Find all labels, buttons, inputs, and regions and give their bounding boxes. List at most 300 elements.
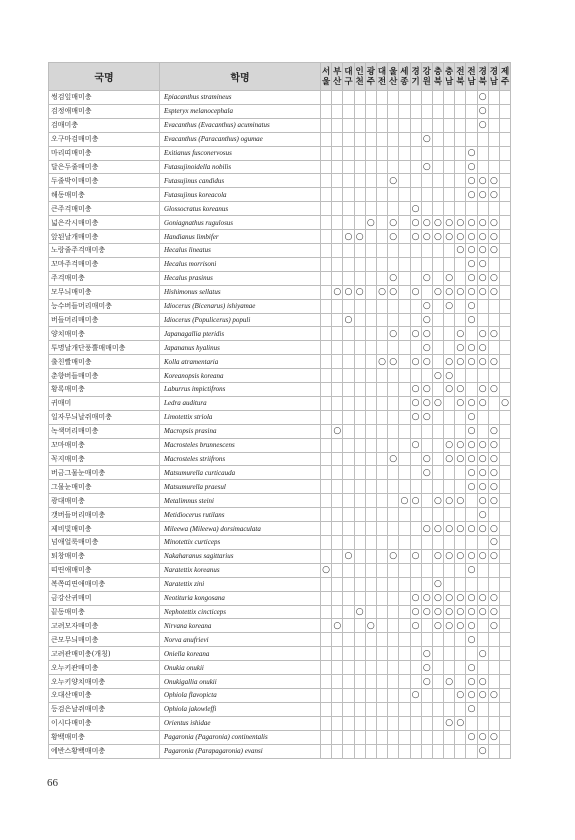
presence-marker: ○ [422, 467, 431, 478]
header-region-char: 울 [389, 66, 398, 77]
empty-cell [354, 549, 365, 563]
empty-cell [466, 132, 477, 146]
empty-cell [488, 647, 499, 661]
scientific-name-cell: Ophiola jakowleffi [160, 702, 321, 716]
empty-cell [410, 257, 421, 271]
empty-cell [321, 341, 332, 355]
empty-cell [410, 716, 421, 730]
empty-cell [500, 619, 511, 633]
presence-marker: ○ [422, 454, 431, 465]
empty-cell [399, 424, 410, 438]
empty-cell [343, 202, 354, 216]
presence-marker: ○ [467, 175, 476, 186]
empty-cell [388, 132, 399, 146]
empty-cell [432, 174, 443, 188]
empty-cell [421, 104, 432, 118]
empty-cell [388, 299, 399, 313]
empty-cell [500, 633, 511, 647]
empty-cell [399, 188, 410, 202]
presence-marker: ○ [445, 231, 454, 242]
empty-cell [332, 675, 343, 689]
empty-cell [365, 132, 376, 146]
empty-cell [432, 438, 443, 452]
header-region [399, 63, 410, 91]
presence-marker: ○ [434, 231, 442, 242]
presence-marker: ○ [422, 606, 431, 617]
empty-cell [388, 146, 399, 160]
empty-cell [410, 452, 421, 466]
empty-cell [399, 132, 410, 146]
table-row [49, 383, 511, 397]
empty-cell [410, 466, 421, 480]
scientific-name-cell: Limotettix striola [160, 410, 321, 424]
empty-cell [399, 577, 410, 591]
empty-cell [365, 369, 376, 383]
empty-cell [466, 508, 477, 522]
empty-cell [432, 188, 443, 202]
empty-cell [321, 327, 332, 341]
empty-cell [354, 327, 365, 341]
empty-cell [455, 702, 466, 716]
presence-marker: ○ [411, 217, 420, 228]
empty-cell [399, 202, 410, 216]
empty-cell [421, 438, 432, 452]
empty-cell [399, 688, 410, 702]
table-row [49, 633, 511, 647]
presence-marker: ○ [467, 732, 476, 743]
scientific-name-cell: Pagaronia (Pagaronia) continentalis [160, 730, 321, 744]
empty-cell [321, 591, 332, 605]
empty-cell [321, 146, 332, 160]
presence-marker: ○ [478, 245, 487, 256]
empty-cell [500, 675, 511, 689]
empty-cell [410, 661, 421, 675]
presence-marker: ○ [434, 551, 442, 562]
presence-marker: ○ [467, 634, 476, 645]
empty-cell [399, 522, 410, 536]
header-region [488, 63, 499, 91]
scientific-name-cell: Evacanthus (Evacanthus) acuminatus [160, 118, 321, 132]
empty-cell [343, 577, 354, 591]
empty-cell [410, 243, 421, 257]
empty-cell [500, 466, 511, 480]
scientific-name-cell: Hecalus morrisoni [160, 257, 321, 271]
presence-marker: ○ [478, 495, 487, 506]
empty-cell [376, 174, 387, 188]
presence-marker: ○ [467, 259, 476, 270]
empty-cell [354, 563, 365, 577]
presence-marker: ○ [478, 732, 487, 743]
empty-cell [376, 188, 387, 202]
empty-cell [500, 661, 511, 675]
empty-cell [444, 188, 455, 202]
empty-cell [488, 160, 499, 174]
korean-name-cell: 앞된날개매미충 [49, 230, 160, 244]
presence-marker: ○ [445, 440, 454, 451]
empty-cell [477, 661, 488, 675]
presence-marker: ○ [456, 287, 465, 298]
empty-cell [500, 202, 511, 216]
empty-cell [388, 118, 399, 132]
empty-cell [321, 410, 332, 424]
presence-marker: ○ [411, 231, 420, 242]
empty-cell [376, 299, 387, 313]
empty-cell [332, 132, 343, 146]
korean-name-cell: 두줄박이매미충 [49, 174, 160, 188]
table-row [49, 243, 511, 257]
empty-cell [354, 675, 365, 689]
empty-cell [399, 410, 410, 424]
presence-marker: ○ [489, 454, 498, 465]
empty-cell [376, 424, 387, 438]
empty-cell [410, 577, 421, 591]
empty-cell [399, 702, 410, 716]
presence-marker: ○ [422, 662, 431, 673]
presence-marker: ○ [366, 620, 375, 631]
presence-marker: ○ [478, 175, 487, 186]
scientific-name-cell: Futasujinus koreacola [160, 188, 321, 202]
presence-marker: ○ [389, 287, 398, 298]
empty-cell [354, 160, 365, 174]
empty-cell [354, 522, 365, 536]
empty-cell [455, 299, 466, 313]
table-row [49, 216, 511, 230]
presence-marker: ○ [445, 495, 454, 506]
empty-cell [365, 271, 376, 285]
table-row [49, 146, 511, 160]
korean-name-cell: 큰주걱매미충 [49, 202, 160, 216]
empty-cell [444, 160, 455, 174]
presence-marker: ○ [445, 523, 454, 534]
table-row [49, 744, 511, 758]
presence-marker: ○ [478, 120, 487, 131]
presence-marker: ○ [467, 342, 476, 353]
empty-cell [500, 688, 511, 702]
empty-cell [455, 577, 466, 591]
presence-marker: ○ [456, 342, 465, 353]
empty-cell [321, 174, 332, 188]
empty-cell [399, 549, 410, 563]
empty-cell [477, 633, 488, 647]
empty-cell [321, 480, 332, 494]
empty-cell [432, 675, 443, 689]
empty-cell [444, 341, 455, 355]
scientific-name-cell: Futasujinus candidus [160, 174, 321, 188]
presence-marker: ○ [411, 328, 420, 339]
header-region-char: 남 [467, 76, 476, 87]
korean-name-cell: 오대산매미충 [49, 688, 160, 702]
scientific-name-cell: Hecalus lineatus [160, 243, 321, 257]
empty-cell [321, 744, 332, 758]
table-row [49, 396, 511, 410]
empty-cell [500, 744, 511, 758]
empty-cell [466, 369, 477, 383]
empty-cell [343, 619, 354, 633]
empty-cell [500, 730, 511, 744]
empty-cell [343, 327, 354, 341]
empty-cell [399, 661, 410, 675]
empty-cell [388, 577, 399, 591]
presence-marker: ○ [467, 273, 476, 284]
empty-cell [343, 536, 354, 550]
empty-cell [466, 91, 477, 105]
empty-cell [332, 202, 343, 216]
scientific-name-cell: Espteryx melanocephala [160, 104, 321, 118]
empty-cell [354, 174, 365, 188]
empty-cell [354, 619, 365, 633]
header-region-char: 경 [489, 66, 499, 77]
empty-cell [399, 118, 410, 132]
presence-marker: ○ [366, 217, 375, 228]
empty-cell [488, 661, 499, 675]
header-region-char: 인 [355, 66, 364, 77]
empty-cell [410, 563, 421, 577]
empty-cell [410, 480, 421, 494]
korean-name-cell: 버금그물눈매미충 [49, 466, 160, 480]
empty-cell [354, 410, 365, 424]
empty-cell [376, 452, 387, 466]
presence-marker: ○ [456, 551, 465, 562]
empty-cell [500, 591, 511, 605]
empty-cell [488, 675, 499, 689]
empty-cell [500, 327, 511, 341]
presence-marker: ○ [411, 495, 420, 506]
header-region-char: 산 [389, 76, 398, 87]
empty-cell [466, 716, 477, 730]
empty-cell [421, 633, 432, 647]
korean-name-cell: 달은두줄매미충 [49, 160, 160, 174]
empty-cell [488, 299, 499, 313]
empty-cell [488, 104, 499, 118]
presence-marker: ○ [456, 384, 465, 395]
table-header [49, 63, 511, 91]
empty-cell [410, 647, 421, 661]
presence-marker: ○ [422, 314, 431, 325]
table-row [49, 355, 511, 369]
korean-name-cell: 끝동매미충 [49, 605, 160, 619]
empty-cell [376, 243, 387, 257]
empty-cell [321, 661, 332, 675]
empty-cell [354, 480, 365, 494]
empty-cell [444, 257, 455, 271]
empty-cell [343, 91, 354, 105]
presence-marker: ○ [489, 189, 498, 200]
empty-cell [321, 313, 332, 327]
empty-cell [432, 299, 443, 313]
presence-marker: ○ [344, 314, 353, 325]
presence-marker: ○ [467, 356, 476, 367]
presence-marker: ○ [478, 606, 487, 617]
empty-cell [332, 410, 343, 424]
empty-cell [421, 480, 432, 494]
presence-marker: ○ [456, 495, 465, 506]
empty-cell [388, 647, 399, 661]
korean-name-cell: 제비빛매미충 [49, 522, 160, 536]
empty-cell [376, 619, 387, 633]
presence-marker: ○ [489, 328, 498, 339]
table-row [49, 549, 511, 563]
empty-cell [444, 313, 455, 327]
presence-marker: ○ [411, 203, 420, 214]
presence-marker: ○ [456, 231, 465, 242]
empty-cell [388, 619, 399, 633]
korean-name-cell: 넘애얼룩매미충 [49, 536, 160, 550]
empty-cell [399, 591, 410, 605]
empty-cell [321, 452, 332, 466]
empty-cell [332, 91, 343, 105]
header-region-char: 울 [321, 76, 331, 87]
empty-cell [321, 577, 332, 591]
empty-cell [332, 243, 343, 257]
empty-cell [444, 661, 455, 675]
empty-cell [500, 480, 511, 494]
empty-cell [444, 146, 455, 160]
empty-cell [332, 341, 343, 355]
presence-marker: ○ [411, 356, 420, 367]
empty-cell [410, 369, 421, 383]
scientific-name-cell: Idiocerus (Bicenarus) ishiyamae [160, 299, 321, 313]
presence-marker: ○ [478, 342, 487, 353]
presence-marker: ○ [434, 620, 442, 631]
presence-marker: ○ [389, 175, 398, 186]
empty-cell [332, 591, 343, 605]
empty-cell [321, 118, 332, 132]
presence-marker: ○ [478, 273, 487, 284]
empty-cell [376, 494, 387, 508]
empty-cell [343, 243, 354, 257]
empty-cell [332, 313, 343, 327]
table-row [49, 132, 511, 146]
presence-marker: ○ [467, 662, 476, 673]
empty-cell [500, 341, 511, 355]
empty-cell [321, 633, 332, 647]
empty-cell [332, 730, 343, 744]
presence-marker: ○ [434, 370, 442, 381]
presence-marker: ○ [445, 620, 454, 631]
empty-cell [321, 494, 332, 508]
empty-cell [444, 132, 455, 146]
header-region-char: 원 [422, 76, 431, 87]
empty-cell [455, 744, 466, 758]
empty-cell [376, 730, 387, 744]
empty-cell [500, 522, 511, 536]
presence-marker: ○ [467, 606, 476, 617]
presence-marker: ○ [478, 259, 487, 270]
empty-cell [455, 410, 466, 424]
table-row [49, 271, 511, 285]
empty-cell [444, 647, 455, 661]
empty-cell [455, 132, 466, 146]
presence-marker: ○ [489, 523, 498, 534]
empty-cell [421, 619, 432, 633]
table-row [49, 661, 511, 675]
empty-cell [365, 494, 376, 508]
header-region-char: 주 [500, 76, 510, 87]
empty-cell [332, 174, 343, 188]
empty-cell [332, 577, 343, 591]
korean-name-cell: 꼬마주걱매미충 [49, 257, 160, 271]
empty-cell [444, 702, 455, 716]
empty-cell [365, 480, 376, 494]
empty-cell [354, 647, 365, 661]
scientific-name-cell: Koreanopsis koreana [160, 369, 321, 383]
empty-cell [376, 230, 387, 244]
empty-cell [444, 577, 455, 591]
empty-cell [399, 369, 410, 383]
empty-cell [388, 716, 399, 730]
empty-cell [455, 146, 466, 160]
empty-cell [332, 216, 343, 230]
empty-cell [365, 688, 376, 702]
header-region [466, 63, 477, 91]
empty-cell [399, 327, 410, 341]
empty-cell [388, 591, 399, 605]
empty-cell [444, 508, 455, 522]
empty-cell [365, 341, 376, 355]
presence-marker: ○ [489, 217, 498, 228]
empty-cell [332, 452, 343, 466]
korean-name-cell: 일자무늬날쥐매미충 [49, 410, 160, 424]
empty-cell [321, 605, 332, 619]
empty-cell [399, 633, 410, 647]
empty-cell [421, 243, 432, 257]
header-region [388, 63, 399, 91]
empty-cell [376, 118, 387, 132]
empty-cell [365, 383, 376, 397]
scientific-name-cell: Japananus hyalinus [160, 341, 321, 355]
empty-cell [332, 688, 343, 702]
empty-cell [500, 118, 511, 132]
header-region-char: 구 [344, 76, 353, 87]
presence-marker: ○ [355, 606, 364, 617]
korean-name-cell: 양치매미충 [49, 327, 160, 341]
empty-cell [365, 396, 376, 410]
korean-name-cell: 마리띠매미충 [49, 146, 160, 160]
empty-cell [354, 744, 365, 758]
presence-marker: ○ [467, 245, 476, 256]
presence-marker: ○ [389, 454, 398, 465]
empty-cell [365, 716, 376, 730]
korean-name-cell: 광대매미충 [49, 494, 160, 508]
empty-cell [455, 174, 466, 188]
empty-cell [321, 522, 332, 536]
empty-cell [388, 104, 399, 118]
empty-cell [365, 675, 376, 689]
empty-cell [399, 230, 410, 244]
empty-cell [332, 716, 343, 730]
empty-cell [399, 730, 410, 744]
empty-cell [500, 702, 511, 716]
empty-cell [365, 661, 376, 675]
presence-marker: ○ [422, 134, 431, 145]
empty-cell [343, 355, 354, 369]
korean-name-cell: 갯버들머리매미충 [49, 508, 160, 522]
presence-marker: ○ [467, 426, 476, 437]
empty-cell [354, 104, 365, 118]
presence-marker: ○ [411, 398, 420, 409]
empty-cell [500, 383, 511, 397]
empty-cell [354, 257, 365, 271]
empty-cell [332, 369, 343, 383]
empty-cell [321, 271, 332, 285]
presence-marker: ○ [489, 467, 498, 478]
empty-cell [500, 536, 511, 550]
empty-cell [376, 744, 387, 758]
empty-cell [500, 605, 511, 619]
empty-cell [343, 591, 354, 605]
empty-cell [343, 508, 354, 522]
presence-marker: ○ [344, 231, 353, 242]
